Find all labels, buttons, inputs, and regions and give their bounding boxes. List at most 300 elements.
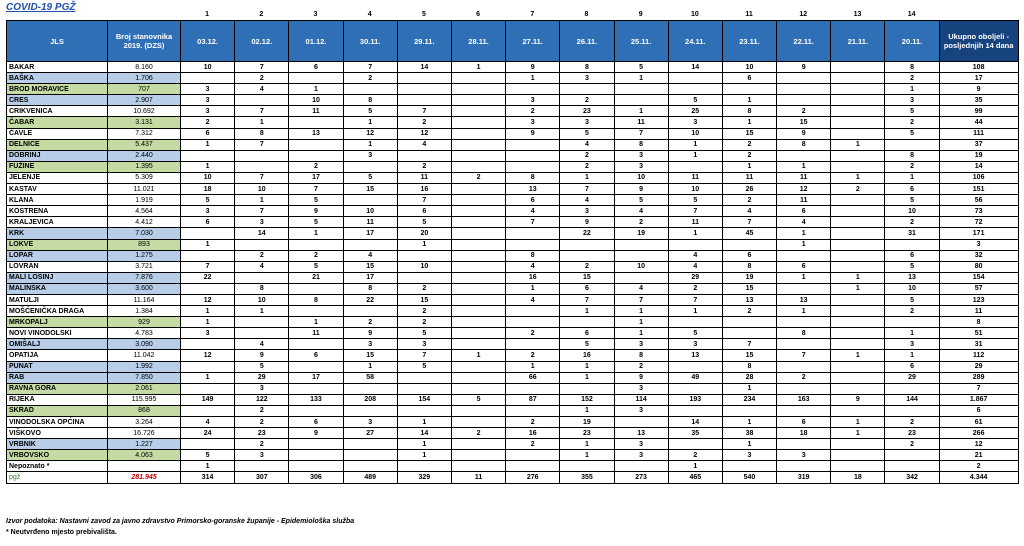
table-row [7, 439, 1019, 450]
daily-cases: 3 [560, 206, 614, 217]
daily-cases: 11 [777, 172, 831, 183]
table-row [7, 206, 1019, 217]
population-value: 7.850 [108, 372, 181, 383]
daily-cases: 10 [885, 283, 939, 294]
daily-cases: 1 [777, 272, 831, 283]
daily-cases: 8 [777, 328, 831, 339]
daily-cases: 14 [235, 228, 289, 239]
daily-cases: 11 [289, 328, 343, 339]
municipality-name: Nepoznato * [7, 461, 108, 472]
daily-cases: 10 [885, 206, 939, 217]
daily-cases [506, 317, 560, 328]
daily-cases: 10 [343, 206, 397, 217]
total-14-days: 14 [939, 161, 1018, 172]
municipality-name: KOSTRENA [7, 206, 108, 217]
daily-cases: 6 [289, 417, 343, 428]
daily-cases [181, 383, 235, 394]
table-row [7, 383, 1019, 394]
municipality-name: BROD MORAVICE [7, 84, 108, 95]
population-value: 115.995 [108, 394, 181, 405]
daily-cases: 5 [885, 261, 939, 272]
daily-cases: 1 [343, 139, 397, 150]
daily-cases [289, 239, 343, 250]
daily-cases: 17 [289, 172, 343, 183]
daily-cases [343, 306, 397, 317]
daily-cases: 7 [397, 195, 451, 206]
totals-daily: 307 [235, 472, 289, 483]
header-date: 02.12. [235, 21, 289, 62]
daily-cases: 23 [885, 428, 939, 439]
municipality-name: DOBRINJ [7, 150, 108, 161]
daily-cases: 5 [885, 195, 939, 206]
daily-cases: 5 [397, 361, 451, 372]
header-date: 27.11. [506, 21, 560, 62]
daily-cases: 2 [885, 217, 939, 228]
daily-cases [831, 84, 885, 95]
daily-cases [506, 450, 560, 461]
daily-cases: 3 [614, 383, 668, 394]
daily-cases [397, 272, 451, 283]
daily-cases [831, 361, 885, 372]
daily-cases [181, 228, 235, 239]
column-number: 14 [907, 11, 916, 18]
daily-cases: 3 [614, 405, 668, 416]
daily-cases: 2 [506, 106, 560, 117]
daily-cases: 15 [722, 283, 776, 294]
daily-cases [831, 217, 885, 228]
daily-cases [506, 228, 560, 239]
daily-cases [451, 372, 505, 383]
daily-cases [506, 150, 560, 161]
daily-cases [722, 317, 776, 328]
daily-cases: 38 [722, 428, 776, 439]
daily-cases [614, 417, 668, 428]
daily-cases: 6 [181, 128, 235, 139]
daily-cases: 7 [397, 350, 451, 361]
daily-cases [289, 383, 343, 394]
daily-cases [451, 261, 505, 272]
daily-cases [831, 250, 885, 261]
daily-cases: 2 [506, 350, 560, 361]
daily-cases: 1 [614, 106, 668, 117]
daily-cases: 23 [560, 428, 614, 439]
totals-daily: 273 [614, 472, 668, 483]
daily-cases: 8 [722, 261, 776, 272]
header-date: 24.11. [668, 21, 722, 62]
daily-cases: 5 [668, 195, 722, 206]
daily-cases: 1 [831, 428, 885, 439]
daily-cases: 11 [777, 195, 831, 206]
daily-cases [397, 250, 451, 261]
daily-cases: 16 [506, 428, 560, 439]
daily-cases [831, 239, 885, 250]
daily-cases: 1 [885, 328, 939, 339]
municipality-name: VINODOLSKA OPĆINA [7, 417, 108, 428]
daily-cases: 2 [235, 417, 289, 428]
daily-cases: 2 [235, 250, 289, 261]
total-14-days: 9 [939, 84, 1018, 95]
table-row [7, 128, 1019, 139]
daily-cases: 3 [614, 439, 668, 450]
daily-cases: 12 [397, 128, 451, 139]
municipality-name: PUNAT [7, 361, 108, 372]
daily-cases [831, 294, 885, 305]
daily-cases: 14 [397, 62, 451, 73]
daily-cases [831, 461, 885, 472]
municipality-name: KRK [7, 228, 108, 239]
daily-cases: 2 [560, 95, 614, 106]
population-value: 11.021 [108, 184, 181, 195]
daily-cases [343, 450, 397, 461]
daily-cases: 7 [777, 350, 831, 361]
daily-cases: 17 [343, 228, 397, 239]
daily-cases: 4 [235, 261, 289, 272]
daily-cases [831, 383, 885, 394]
daily-cases: 1 [668, 461, 722, 472]
table-row [7, 350, 1019, 361]
daily-cases: 6 [397, 206, 451, 217]
daily-cases [560, 239, 614, 250]
daily-cases: 22 [343, 294, 397, 305]
daily-cases [289, 150, 343, 161]
municipality-name: CRES [7, 95, 108, 106]
total-14-days: 73 [939, 206, 1018, 217]
daily-cases [181, 283, 235, 294]
daily-cases [722, 461, 776, 472]
daily-cases: 13 [506, 184, 560, 195]
daily-cases: 1 [722, 383, 776, 394]
daily-cases: 5 [560, 128, 614, 139]
daily-cases: 149 [181, 394, 235, 405]
daily-cases [451, 317, 505, 328]
daily-cases [506, 383, 560, 394]
daily-cases: 9 [289, 206, 343, 217]
daily-cases: 8 [235, 128, 289, 139]
daily-cases [235, 150, 289, 161]
daily-cases: 21 [289, 272, 343, 283]
daily-cases [289, 461, 343, 472]
daily-cases: 2 [397, 161, 451, 172]
daily-cases: 6 [181, 217, 235, 228]
daily-cases [289, 117, 343, 128]
daily-cases: 10 [289, 95, 343, 106]
daily-cases: 1 [289, 317, 343, 328]
daily-cases [181, 361, 235, 372]
daily-cases: 1 [831, 417, 885, 428]
daily-cases [451, 95, 505, 106]
daily-cases: 13 [289, 128, 343, 139]
daily-cases: 9 [560, 217, 614, 228]
daily-cases [831, 161, 885, 172]
daily-cases [777, 95, 831, 106]
table-row [7, 228, 1019, 239]
daily-cases: 2 [397, 317, 451, 328]
daily-cases [668, 84, 722, 95]
table-row [7, 261, 1019, 272]
totals-label: pgž [7, 472, 108, 483]
daily-cases: 7 [560, 294, 614, 305]
daily-cases [451, 217, 505, 228]
daily-cases [831, 372, 885, 383]
daily-cases [668, 361, 722, 372]
total-14-days: 11 [939, 306, 1018, 317]
daily-cases: 28 [722, 372, 776, 383]
column-number: 4 [367, 11, 372, 18]
daily-cases: 66 [506, 372, 560, 383]
header-date: 23.11. [722, 21, 776, 62]
daily-cases: 13 [777, 294, 831, 305]
daily-cases: 1 [506, 283, 560, 294]
daily-cases: 4 [614, 283, 668, 294]
daily-cases [885, 239, 939, 250]
daily-cases: 2 [885, 417, 939, 428]
daily-cases: 1 [343, 361, 397, 372]
totals-daily: 314 [181, 472, 235, 483]
daily-cases: 27 [343, 428, 397, 439]
municipality-name: VIŠKOVO [7, 428, 108, 439]
population-value: 4.783 [108, 328, 181, 339]
column-number: 10 [690, 11, 699, 18]
daily-cases: 3 [181, 328, 235, 339]
daily-cases: 2 [506, 417, 560, 428]
daily-cases [181, 73, 235, 84]
daily-cases [451, 239, 505, 250]
table-row [7, 283, 1019, 294]
municipality-name: DELNICE [7, 139, 108, 150]
table-row [7, 272, 1019, 283]
municipality-name: MOŠĆENIČKA DRAGA [7, 306, 108, 317]
municipality-name: BAŠKA [7, 73, 108, 84]
daily-cases [831, 306, 885, 317]
daily-cases: 152 [560, 394, 614, 405]
daily-cases [289, 361, 343, 372]
table-row [7, 150, 1019, 161]
daily-cases: 6 [722, 250, 776, 261]
daily-cases: 3 [343, 339, 397, 350]
daily-cases [397, 405, 451, 416]
table-row [7, 139, 1019, 150]
daily-cases: 19 [722, 272, 776, 283]
daily-cases: 10 [181, 62, 235, 73]
totals-daily: 355 [560, 472, 614, 483]
daily-cases: 5 [289, 261, 343, 272]
daily-cases [343, 383, 397, 394]
daily-cases [668, 73, 722, 84]
daily-cases: 1 [614, 328, 668, 339]
daily-cases: 3 [614, 450, 668, 461]
daily-cases: 1 [506, 73, 560, 84]
daily-cases: 24 [181, 428, 235, 439]
daily-cases: 1 [614, 317, 668, 328]
daily-cases [777, 250, 831, 261]
daily-cases: 1 [289, 228, 343, 239]
daily-cases [181, 150, 235, 161]
header-date: 22.11. [777, 21, 831, 62]
daily-cases: 9 [614, 184, 668, 195]
daily-cases: 13 [885, 272, 939, 283]
daily-cases: 1 [614, 306, 668, 317]
daily-cases: 15 [560, 272, 614, 283]
totals-daily: 489 [343, 472, 397, 483]
table-row [7, 372, 1019, 383]
daily-cases: 12 [181, 294, 235, 305]
municipality-name: LOPAR [7, 250, 108, 261]
daily-cases: 16 [506, 272, 560, 283]
population-value: 5.309 [108, 172, 181, 183]
footnote: * Neutvrđeno mjesto prebivališta. [6, 529, 117, 536]
daily-cases: 2 [397, 117, 451, 128]
daily-cases: 7 [235, 106, 289, 117]
total-14-days: 57 [939, 283, 1018, 294]
daily-cases: 1 [560, 450, 614, 461]
daily-cases [560, 84, 614, 95]
daily-cases [289, 139, 343, 150]
total-14-days: 19 [939, 150, 1018, 161]
total-14-days: 17 [939, 73, 1018, 84]
daily-cases: 1 [885, 84, 939, 95]
daily-cases: 1 [560, 405, 614, 416]
table-row [7, 117, 1019, 128]
daily-cases: 8 [560, 62, 614, 73]
daily-cases: 5 [614, 195, 668, 206]
daily-cases: 1 [722, 117, 776, 128]
daily-cases: 13 [668, 350, 722, 361]
total-14-days: 266 [939, 428, 1018, 439]
daily-cases: 8 [343, 95, 397, 106]
daily-cases [560, 250, 614, 261]
table-row [7, 95, 1019, 106]
daily-cases: 1 [181, 239, 235, 250]
daily-cases [343, 161, 397, 172]
daily-cases [181, 439, 235, 450]
daily-cases: 5 [181, 450, 235, 461]
table-row [7, 172, 1019, 183]
daily-cases: 3 [181, 95, 235, 106]
daily-cases [506, 84, 560, 95]
daily-cases [668, 383, 722, 394]
daily-cases [777, 439, 831, 450]
daily-cases [451, 150, 505, 161]
daily-cases: 133 [289, 394, 343, 405]
municipality-name: KRALJEVICA [7, 217, 108, 228]
daily-cases [506, 461, 560, 472]
daily-cases: 1 [289, 84, 343, 95]
table-row [7, 428, 1019, 439]
daily-cases: 3 [506, 95, 560, 106]
table-row [7, 195, 1019, 206]
municipality-name: BAKAR [7, 62, 108, 73]
daily-cases: 8 [614, 139, 668, 150]
total-14-days: 6 [939, 405, 1018, 416]
table-row [7, 161, 1019, 172]
daily-cases: 29 [668, 272, 722, 283]
table-row [7, 405, 1019, 416]
population-value: 893 [108, 239, 181, 250]
daily-cases: 2 [885, 117, 939, 128]
header-date: 25.11. [614, 21, 668, 62]
daily-cases: 4 [614, 206, 668, 217]
daily-cases [831, 405, 885, 416]
daily-cases [289, 306, 343, 317]
daily-cases: 208 [343, 394, 397, 405]
daily-cases [885, 139, 939, 150]
daily-cases: 2 [722, 150, 776, 161]
daily-cases [560, 383, 614, 394]
daily-cases: 7 [668, 294, 722, 305]
daily-cases [289, 439, 343, 450]
table-row [7, 450, 1019, 461]
daily-cases: 4 [668, 261, 722, 272]
daily-cases: 4 [560, 139, 614, 150]
daily-cases: 23 [235, 428, 289, 439]
daily-cases: 4 [397, 139, 451, 150]
daily-cases: 3 [560, 117, 614, 128]
table-row [7, 184, 1019, 195]
daily-cases: 17 [289, 372, 343, 383]
daily-cases: 10 [614, 172, 668, 183]
daily-cases: 1 [181, 372, 235, 383]
daily-cases: 1 [722, 417, 776, 428]
daily-cases: 2 [235, 439, 289, 450]
daily-cases [289, 339, 343, 350]
daily-cases: 11 [668, 217, 722, 228]
population-value: 3.264 [108, 417, 181, 428]
daily-cases [885, 461, 939, 472]
daily-cases: 6 [560, 328, 614, 339]
daily-cases: 5 [668, 328, 722, 339]
daily-cases [451, 339, 505, 350]
daily-cases: 10 [235, 294, 289, 305]
daily-cases [451, 405, 505, 416]
daily-cases: 8 [506, 250, 560, 261]
daily-cases [235, 461, 289, 472]
daily-cases [235, 317, 289, 328]
daily-cases [451, 106, 505, 117]
population-value: 707 [108, 84, 181, 95]
daily-cases: 11 [397, 172, 451, 183]
totals-daily: 540 [722, 472, 776, 483]
header-date: 26.11. [560, 21, 614, 62]
population-value [108, 461, 181, 472]
daily-cases: 5 [668, 95, 722, 106]
daily-cases: 1 [560, 361, 614, 372]
daily-cases: 26 [722, 184, 776, 195]
daily-cases: 122 [235, 394, 289, 405]
daily-cases: 4 [506, 294, 560, 305]
daily-cases: 1 [722, 439, 776, 450]
daily-cases: 2 [668, 283, 722, 294]
daily-cases [397, 372, 451, 383]
daily-cases [722, 239, 776, 250]
municipality-name: RAB [7, 372, 108, 383]
daily-cases [451, 272, 505, 283]
daily-cases: 7 [235, 139, 289, 150]
daily-cases: 10 [181, 172, 235, 183]
daily-cases [235, 161, 289, 172]
daily-cases: 16 [397, 184, 451, 195]
daily-cases: 5 [885, 128, 939, 139]
total-14-days: 151 [939, 184, 1018, 195]
population-value: 1.275 [108, 250, 181, 261]
daily-cases: 15 [397, 294, 451, 305]
daily-cases: 3 [885, 339, 939, 350]
daily-cases [831, 128, 885, 139]
daily-cases: 2 [506, 328, 560, 339]
daily-cases: 58 [343, 372, 397, 383]
population-value: 4.564 [108, 206, 181, 217]
daily-cases: 2 [885, 439, 939, 450]
daily-cases: 4 [506, 206, 560, 217]
